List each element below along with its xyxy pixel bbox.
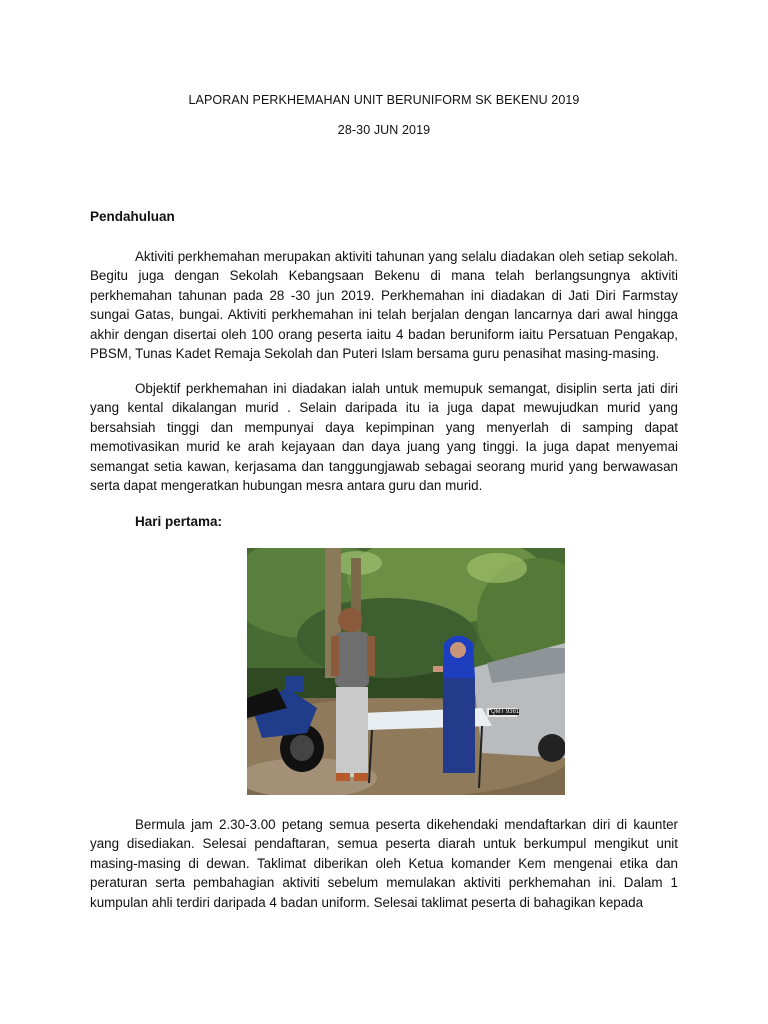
objective-paragraph: Objektif perkhemahan ini diadakan ialah untuk memupuk semangat, disiplin serta jati diri yang kental dikalangan murid . Selain daripada itu ia juga dapat mewujudkan murid yang bersahsiah tinggi dan mempunyai daya kepimpinan yang menyerlah di samping dapat memotivasikan murid ke arah kejayaan dan daya juang yang tinggi. Ia juga dapat menyemai semangat setia kawan, kerjasama dan tanggungjawab sebagai seorang murid yang berwawasan serta dapat mengeratkan hubungan mesra antara guru dan murid.: [90, 381, 678, 494]
camp-photo: [247, 548, 565, 795]
day1-paragraph: Bermula jam 2.30-3.00 petang semua peserta dikehendaki mendaftarkan diri di kaunter yang disediakan. Selesai pendaftaran, semua peserta diarah untuk berkumpul mengikut unit masing-masing di dewan. Taklimat diberikan oleh Ketua komander Kem mengenai etika dan peraturan serta pembahagian aktiviti sebelum memulakan aktiviti perkhemahan ini. Dalam 1 kumpulan ahli terdiri daripada 4 badan uniform. Selesai taklimat peserta di bahagikan kepada: [90, 817, 678, 910]
camp-photo-illustration: [247, 548, 565, 795]
car-plate-text: QMT 9361: [491, 709, 520, 715]
report-title: LAPORAN PERKHEMAHAN UNIT BERUNIFORM SK BEKENU 2019: [188, 93, 580, 107]
intro-heading: Pendahuluan: [90, 209, 175, 224]
day1-heading: Hari pertama:: [135, 514, 223, 529]
report-date: 28-30 JUN 2019: [337, 123, 431, 137]
intro-paragraph: Aktiviti perkhemahan merupakan aktiviti tahunan yang selalu diadakan oleh setiap sekolah. Begitu juga dengan Sekolah Kebangsaan Bekenu di mana telah berlangsungnya aktiviti perkhemahan tahunan pada 28 -30 jun 2019. Perkhemahan ini diadakan di Jati Diri Farmstay sungai Gatas, bungai. Aktiviti perkhemahan ini telah berjalan dengan lancarnya dari awal hingga akhir dengan disertai oleh 100 orang peserta iaitu 4 badan beruniform iaitu Persatuan Pengakap, PBSM, Tunas Kadet Remaja Sekolah dan Puteri Islam bersama guru penasihat masing-masing.: [90, 249, 678, 362]
